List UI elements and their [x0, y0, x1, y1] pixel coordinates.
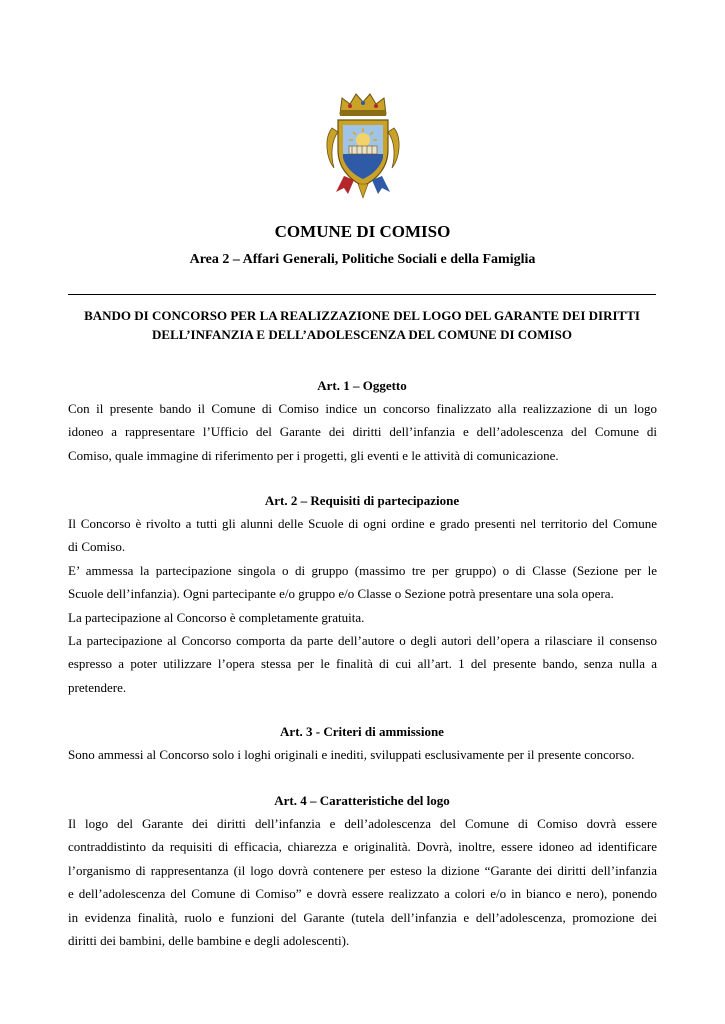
text-line: Scuole dell’infanzia). Ogni partecipante e/o gruppo e/o Classe o Sezione potrà presentare una sola opera.	[68, 586, 614, 602]
text-line: e dell’adolescenza del Comune di Comiso” e dovrà essere realizzato a colori e/o in bianco e nero), ponendo	[68, 886, 657, 902]
text-line: l’organismo di rappresentanza (il logo dovrà contenere per esteso la dizione “Garante dei diritti dell’infanzia	[68, 862, 657, 878]
bando-title-line: BANDO DI CONCORSO PER LA REALIZZAZIONE DEL LOGO DEL GARANTE DEI DIRITTI	[84, 308, 640, 323]
text-line: pretendere.	[68, 679, 127, 695]
text-line: espresso a poter utilizzare l’opera stessa per le finalità di cui all’art. 1 del presente bando, senza nulla a	[68, 656, 657, 672]
art-3-body	[68, 743, 657, 766]
text-line: diritti dei bambini, delle bambine e degli adolescenti).	[68, 933, 350, 949]
art-4-heading: Art. 4 – Caratteristiche del logo	[274, 793, 450, 808]
bando-title-line: DELL’INFANZIA E DELL’ADOLESCENZA DEL COMUNE DI COMISO	[152, 327, 572, 342]
art-3-heading: Art. 3 - Criteri di ammissione	[280, 724, 444, 739]
area-title: Area 2 – Affari Generali, Politiche Sociali e della Famiglia	[189, 252, 536, 267]
art-4-body	[68, 812, 657, 952]
text-line: idoneo a rappresentare l’Ufficio del Garante dei diritti dell’infanzia e dell’adolescenza del Comune di	[68, 424, 657, 440]
comiso-coat-of-arms-icon	[322, 88, 404, 200]
text-line: Con il presente bando il Comune di Comiso indice un concorso finalizzato alla realizzazione di un logo	[68, 401, 657, 416]
text-line: La partecipazione al Concorso è completamente gratuita.	[68, 609, 365, 625]
text-line: di Comiso.	[68, 539, 126, 555]
text-line: in evidenza finalità, ruolo e funzioni del Garante (tutela dell’infanzia e dell’adolescenza, promozione dei	[68, 909, 657, 925]
art-1-body	[68, 397, 657, 467]
text-line: Sono ammessi al Concorso solo i loghi originali e inediti, sviluppati esclusivamente per il presente concorso.	[68, 747, 635, 762]
art-2-body	[68, 512, 657, 699]
text-line: Comiso, quale immagine di riferimento per i progetti, gli eventi e le attività di comunicazione.	[68, 447, 559, 463]
text-line: Il Concorso è rivolto a tutti gli alunni delle Scuole di ogni ordine e grado presenti nel territorio del Comune	[68, 516, 657, 531]
header-divider	[68, 294, 656, 295]
org-title: COMUNE DI COMISO	[274, 222, 451, 241]
text-line: E’ ammessa la partecipazione singola o di gruppo (massimo tre per gruppo) o di Classe (Sezione per le	[68, 562, 657, 578]
text-line: contraddistinto da requisiti di efficacia, chiarezza e originalità. Dovrà, inoltre, essere idoneo ad identificare	[68, 839, 657, 855]
text-line: Il logo del Garante dei diritti dell’infanzia e dell’adolescenza del Comune di Comiso dovrà essere	[68, 816, 657, 831]
art-1-heading: Art. 1 – Oggetto	[317, 378, 407, 393]
art-2-heading: Art. 2 – Requisiti di partecipazione	[264, 493, 460, 508]
text-line: La partecipazione al Concorso comporta da parte dell’autore o degli autori dell’opera a rilasciare il consenso	[68, 633, 657, 649]
bando-title	[68, 306, 656, 344]
